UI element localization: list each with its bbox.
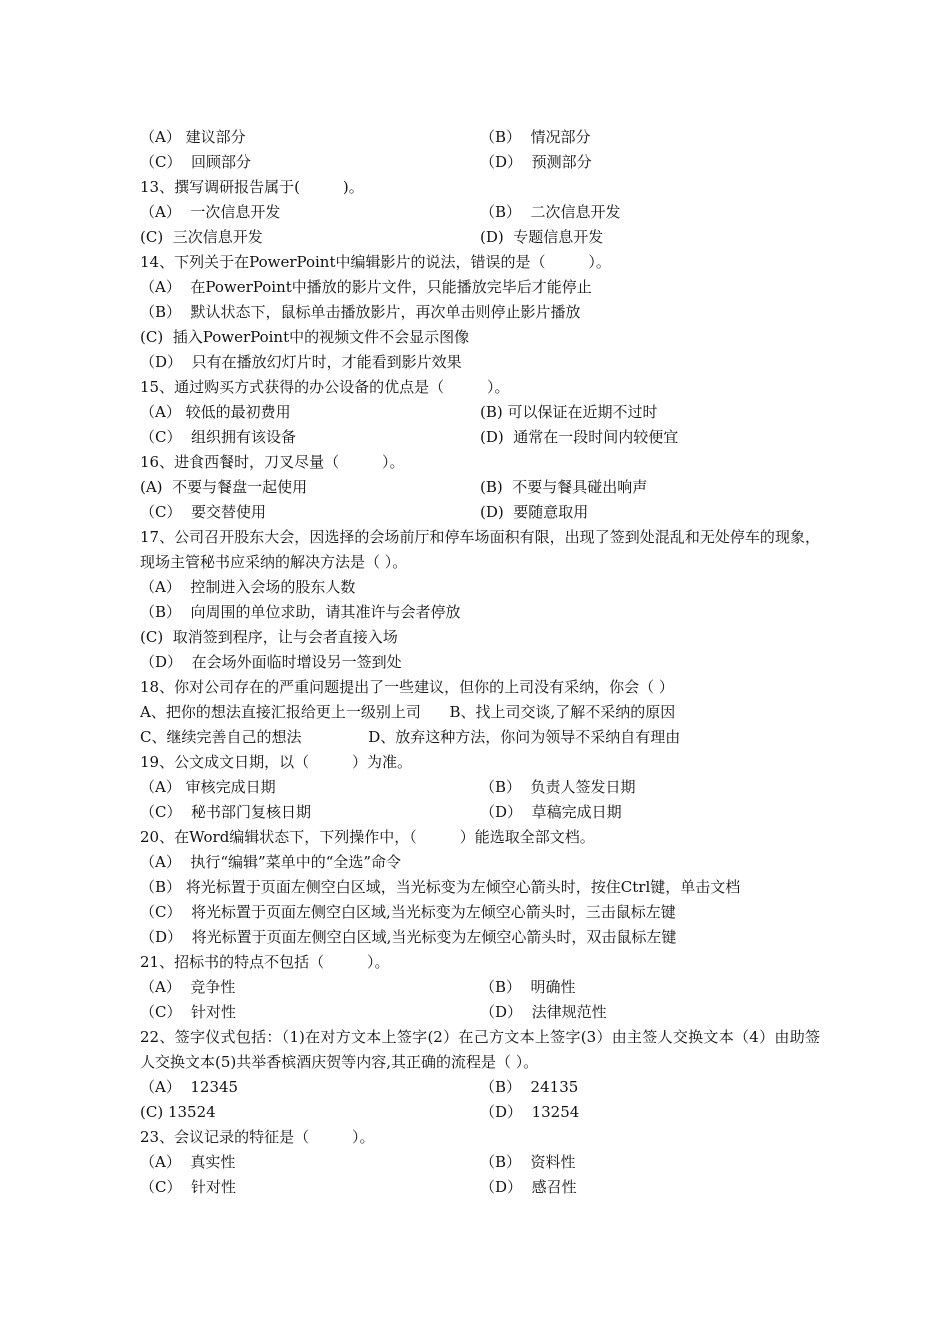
question-text: 16、进食西餐时，刀叉尽量（ ）。 (140, 453, 405, 471)
option-right: （D） 感召性 (480, 1178, 577, 1196)
option-row (140, 1175, 820, 1200)
option-row (140, 1150, 820, 1175)
option-left: （A） 真实性 (140, 1153, 236, 1171)
option-right: (D) 要随意取用 (480, 503, 589, 521)
option-row (140, 125, 820, 150)
option-row (140, 475, 820, 500)
option-text: （B） 默认状态下，鼠标单击播放影片，再次单击则停止影片播放 (140, 303, 581, 321)
option-row (140, 150, 820, 175)
option-text: （D） 只有在播放幻灯片时，才能看到影片效果 (140, 353, 462, 371)
option-right: （B） 资料性 (480, 1153, 576, 1171)
option-row (140, 775, 820, 800)
option-left: （C） 秘书部门复核日期 (140, 803, 312, 821)
question-text: 20、在Word编辑状态下，下列操作中，（ ）能选取全部文档。 (140, 828, 595, 846)
option-row (140, 400, 820, 425)
option-left: (C) 13524 (140, 1103, 216, 1121)
option-text: （B） 向周围的单位求助，请其准许与会者停放 (140, 603, 461, 621)
option-row (140, 1100, 820, 1125)
option-text: （A） 执行“编辑”菜单中的“全选”命令 (140, 853, 402, 871)
option-right: （B） 24135 (480, 1078, 579, 1096)
option-right: （D） 法律规范性 (480, 1003, 607, 1021)
option-right: （B） 二次信息开发 (480, 203, 621, 221)
option-left: (C) 三次信息开发 (140, 228, 263, 246)
option-right: （B） 情况部分 (480, 128, 591, 146)
question-text: 22、签字仪式包括：（1)在对方文本上签字(2）在己方文本上签字(3）由主签人交换文本（4）由助签人交换文本(5)共举香槟酒庆贺等内容,其正确的流程是（ ）。 (140, 1028, 820, 1071)
option-text: （D） 在会场外面临时增设另一签到处 (140, 653, 402, 671)
option-text: (C) 插入PowerPoint中的视频文件不会显示图像 (140, 328, 470, 346)
option-row (140, 425, 820, 450)
option-text: C、继续完善自己的想法 D、放弃这种方法，你问为领导不采纳自有理由 (140, 728, 681, 746)
option-text: （A） 控制进入会场的股东人数 (140, 578, 356, 596)
option-text: (C) 取消签到程序，让与会者直接入场 (140, 628, 398, 646)
option-right: （D） 草稿完成日期 (480, 803, 622, 821)
option-right: （B） 负责人签发日期 (480, 778, 636, 796)
option-left: (A) 不要与餐盘一起使用 (140, 478, 308, 496)
option-right: (D) 通常在一段时间内较便宜 (480, 428, 679, 446)
question-text: 18、你对公司存在的严重问题提出了一些建议，但你的上司没有采纳，你会（ ） (140, 678, 674, 696)
option-right: （D） 预测部分 (480, 153, 592, 171)
question-text: 17、公司召开股东大会，因选择的会场前厅和停车场面积有限，出现了签到处混乱和无处停车的现象，现场主管秘书应采纳的解决方法是（ ）。 (140, 528, 820, 571)
question-text: 14、下列关于在PowerPoint中编辑影片的说法，错误的是（ ）。 (140, 253, 611, 271)
option-left: （A） 审核完成日期 (140, 778, 276, 796)
option-row (140, 800, 820, 825)
option-left: （A） 较低的最初费用 (140, 403, 291, 421)
option-right: (D) 专题信息开发 (480, 228, 604, 246)
question-list (140, 125, 820, 1200)
option-right: (B) 不要与餐具碰出响声 (480, 478, 648, 496)
option-left: （A） 一次信息开发 (140, 203, 281, 221)
option-row (140, 225, 820, 250)
option-left: （C） 组织拥有该设备 (140, 428, 297, 446)
option-left: （C） 要交替使用 (140, 503, 267, 521)
option-left: （A） 建议部分 (140, 128, 246, 146)
option-text: （D） 将光标置于页面左侧空白区域,当光标变为左倾空心箭头时，双击鼠标左键 (140, 928, 677, 946)
option-left: （A） 12345 (140, 1078, 239, 1096)
option-right: (B) 可以保证在近期不过时 (480, 403, 658, 421)
option-right: （B） 明确性 (480, 978, 576, 996)
option-left: （C） 回顾部分 (140, 153, 252, 171)
option-text: A、把你的想法直接汇报给更上一级别上司 B、找上司交谈,了解不采纳的原因 (140, 703, 676, 721)
option-row (140, 1000, 820, 1025)
question-text: 23、会议记录的特征是（ ）。 (140, 1128, 375, 1146)
question-text: 15、通过购买方式获得的办公设备的优点是（ ）。 (140, 378, 510, 396)
question-text: 13、撰写调研报告属于( )。 (140, 178, 364, 196)
option-row (140, 975, 820, 1000)
option-left: （C） 针对性 (140, 1003, 237, 1021)
question-text: 21、招标书的特点不包括（ ）。 (140, 953, 390, 971)
option-row (140, 1075, 820, 1100)
option-row (140, 500, 820, 525)
option-text: （B） 将光标置于页面左侧空白区域，当光标变为左倾空心箭头时，按住Ctrl键，单击文档 (140, 878, 741, 896)
option-left: （C） 针对性 (140, 1178, 237, 1196)
option-text: （C） 将光标置于页面左侧空白区域,当光标变为左倾空心箭头时，三击鼠标左键 (140, 903, 676, 921)
option-left: （A） 竞争性 (140, 978, 236, 996)
option-right: （D） 13254 (480, 1103, 580, 1121)
option-row (140, 200, 820, 225)
option-text: （A） 在PowerPoint中播放的影片文件，只能播放完毕后才能停止 (140, 278, 592, 296)
question-text: 19、公文成文日期，以（ ）为准。 (140, 753, 413, 771)
